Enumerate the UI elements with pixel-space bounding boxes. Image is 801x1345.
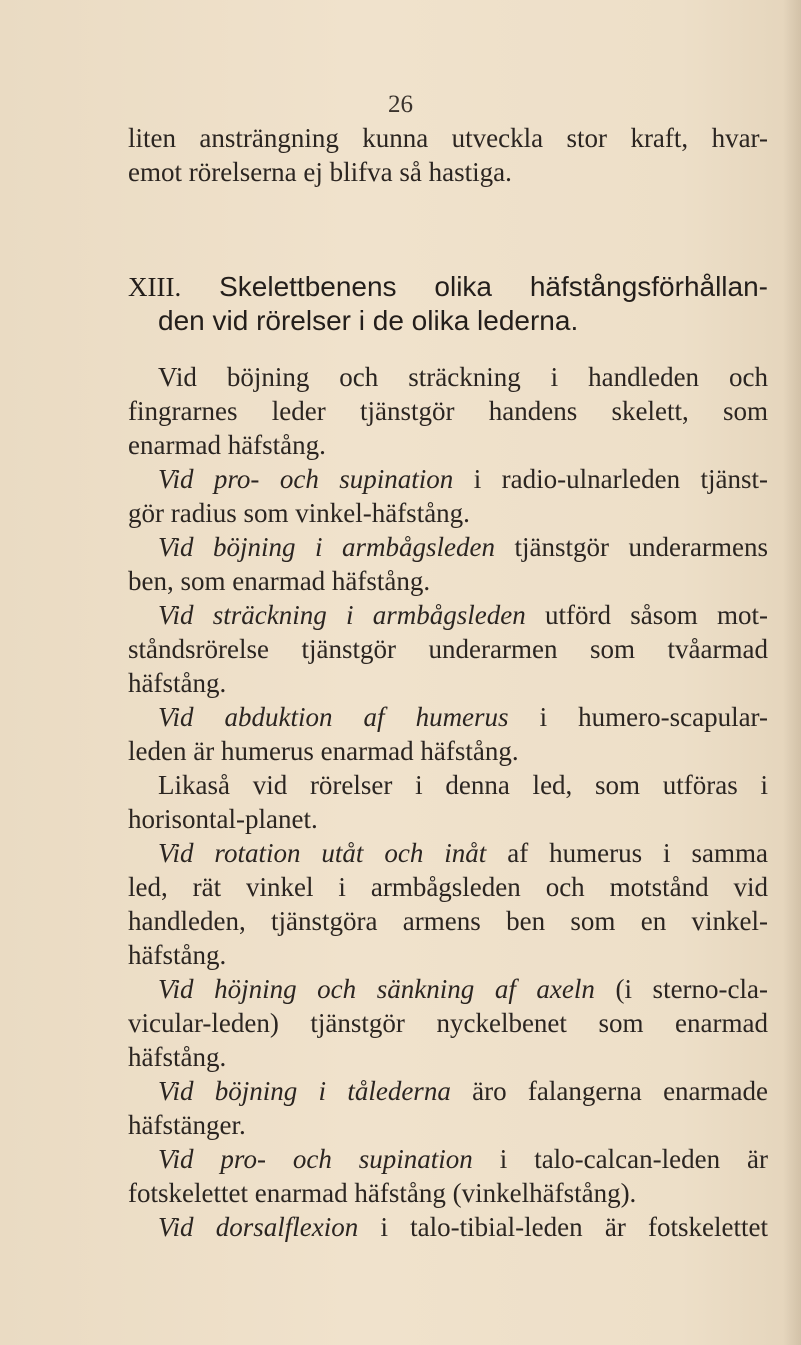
- text-span: tjänstgör underarmens: [495, 532, 768, 562]
- text-line: [128, 972, 768, 1006]
- text-line: gör radius som vinkel-häfstång.: [128, 498, 470, 528]
- text-line: Vid böjning och sträckning i handleden och: [158, 362, 768, 392]
- italic-phrase: Vid abduktion af humerus: [158, 702, 509, 732]
- text-line: [128, 1074, 768, 1108]
- heading-text-1: Skelettbenens olika häfstångsförhållan-: [219, 271, 768, 302]
- text-line: [128, 1210, 768, 1244]
- text-line: [128, 836, 768, 870]
- text-span: i radio-ulnarleden tjänst-: [453, 464, 769, 494]
- text-line: horisontal-planet.: [128, 804, 318, 834]
- text-line: häfstänger.: [128, 1110, 246, 1140]
- text-line: handleden, tjänstgöra armens ben som en vinkel-: [128, 906, 768, 936]
- text-span: i humero-scapular-: [508, 702, 768, 732]
- heading-line-1: [128, 270, 768, 304]
- italic-phrase: Vid pro- och supination: [158, 464, 454, 494]
- italic-phrase: Vid höjning och sänkning af axeln: [158, 974, 595, 1004]
- text-line: [128, 462, 768, 496]
- text-line: [128, 530, 768, 564]
- text-span: äro falangerna enarmade: [450, 1076, 768, 1106]
- italic-phrase: Vid pro- och supination: [158, 1144, 473, 1174]
- text-span: (i sterno-cla-: [594, 974, 768, 1004]
- section-number: XIII.: [128, 272, 182, 302]
- text-line: led, rät vinkel i armbågsleden och motstånd vid: [128, 872, 768, 902]
- text-line: [128, 598, 768, 632]
- italic-phrase: Vid böjning i armbågsleden: [158, 532, 496, 562]
- text-line: Likaså vid rörelser i denna led, som utföras i: [158, 770, 768, 800]
- italic-phrase: Vid dorsalflexion: [158, 1212, 359, 1242]
- page-edge-shadow: [783, 0, 801, 1345]
- text-line: häfstång.: [128, 1042, 227, 1072]
- text-span: i talo-tibial-leden är fotskelettet: [358, 1212, 768, 1242]
- text-line: fotskelettet enarmad häfstång (vinkelhäfstång).: [128, 1178, 637, 1208]
- text-line: häfstång.: [128, 940, 227, 970]
- body-text: [128, 360, 768, 1244]
- text-line: [128, 1142, 768, 1176]
- italic-phrase: Vid rotation utåt och inåt: [158, 838, 487, 868]
- text-line: liten ansträngning kunna utveckla stor kraft, hvar-: [128, 123, 768, 153]
- text-line: ståndsrörelse tjänstgör underarmen som tvåarmad: [128, 634, 768, 664]
- text-line: leden är humerus enarmad häfstång.: [128, 736, 519, 766]
- section-heading: [128, 270, 768, 338]
- text-line: häfstång.: [128, 668, 227, 698]
- italic-phrase: Vid böjning i tålederna: [158, 1076, 451, 1106]
- text-line: vicular-leden) tjänstgör nyckelbenet som enarmad: [128, 1008, 768, 1038]
- text-span: utförd såsom mot-: [525, 600, 768, 630]
- text-line: [128, 700, 768, 734]
- text-line: fingrarnes leder tjänstgör handens skelett, som: [128, 396, 768, 426]
- text-line: emot rörelserna ej blifva så hastiga.: [128, 157, 512, 187]
- text-span: af humerus i samma: [486, 838, 768, 868]
- heading-line-2: den vid rörelser i de olika lederna.: [158, 305, 579, 336]
- italic-phrase: Vid sträckning i armbågsleden: [158, 600, 526, 630]
- page-number: 26: [388, 91, 413, 118]
- text-span: i talo-calcan-leden är: [472, 1144, 768, 1174]
- text-line: enarmad häfstång.: [128, 430, 326, 460]
- intro-paragraph: [128, 121, 768, 189]
- text-line: ben, som enarmad häfstång.: [128, 566, 431, 596]
